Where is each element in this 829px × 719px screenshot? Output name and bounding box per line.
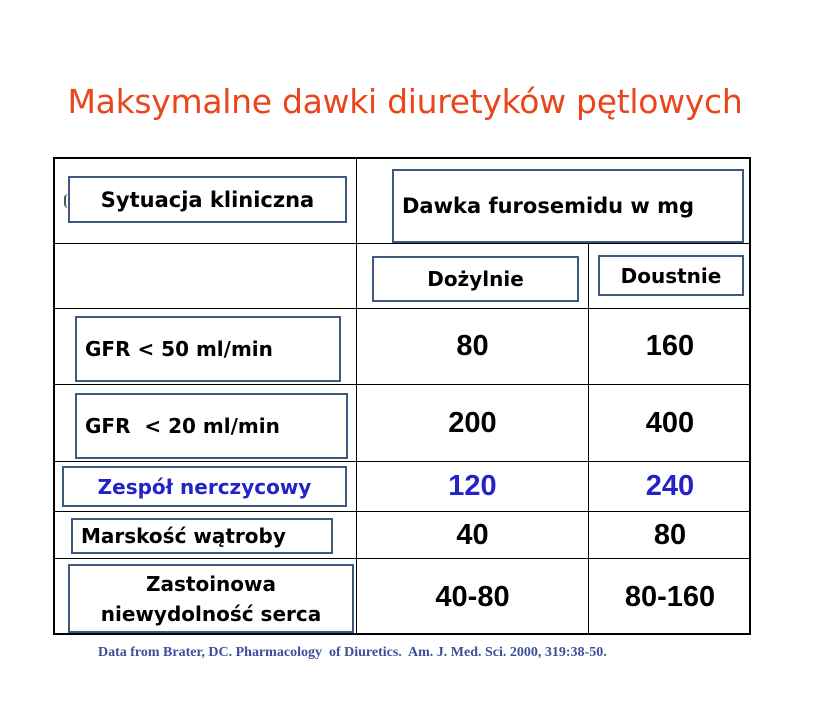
row-label-gfr-20 bbox=[75, 393, 348, 459]
row-label-gfr-50 bbox=[75, 316, 341, 382]
cell-oral-nephrotic: 240 bbox=[645, 470, 695, 502]
header-dose-label: Dawka furosemidu w mg bbox=[402, 194, 695, 218]
cell-iv-gfr-50: 80 bbox=[456, 330, 489, 362]
cell-oral-heart-failure: 80-160 bbox=[624, 580, 716, 613]
row-label-cirrhosis bbox=[71, 518, 333, 554]
cell-iv-cirrhosis: 40 bbox=[456, 518, 489, 551]
header-oral-label: Doustnie bbox=[620, 263, 722, 288]
header-clinical-situation-label: Sytuacja kliniczna bbox=[100, 187, 315, 212]
row-label-nephrotic bbox=[62, 466, 347, 507]
row-label-text-line2: niewydolność serca bbox=[100, 601, 322, 626]
row-label-text: GFR < 20 ml/min bbox=[85, 414, 280, 438]
header-clinical-situation bbox=[68, 176, 347, 223]
header-oral bbox=[598, 255, 744, 296]
table-divider bbox=[53, 243, 751, 244]
cell-oral-gfr-20: 400 bbox=[645, 406, 695, 439]
cell-iv-gfr-20: 200 bbox=[448, 406, 497, 439]
cell-oral-gfr-50: 160 bbox=[645, 330, 695, 362]
header-iv bbox=[372, 256, 579, 302]
header-dose bbox=[392, 169, 744, 243]
cell-iv-heart-failure: 40-80 bbox=[435, 580, 510, 613]
header-iv-label: Dożylnie bbox=[427, 267, 524, 291]
page-title: Maksymalne dawki diuretyków pętlowych bbox=[67, 82, 743, 121]
cell-oral-cirrhosis: 80 bbox=[653, 518, 687, 551]
row-label-heart-failure bbox=[68, 564, 354, 633]
row-label-text-line1: Zastoinowa bbox=[145, 571, 276, 596]
source-footnote: Data from Brater, DC. Pharmacology of Diuretics. Am. J. Med. Sci. 2000, 319:38-50. bbox=[98, 645, 607, 660]
cell-iv-nephrotic: 120 bbox=[448, 470, 497, 502]
row-label-text: Marskość wątroby bbox=[81, 524, 286, 548]
row-label-text: Zespół nerczycowy bbox=[97, 474, 312, 499]
row-label-text: GFR < 50 ml/min bbox=[85, 337, 273, 361]
